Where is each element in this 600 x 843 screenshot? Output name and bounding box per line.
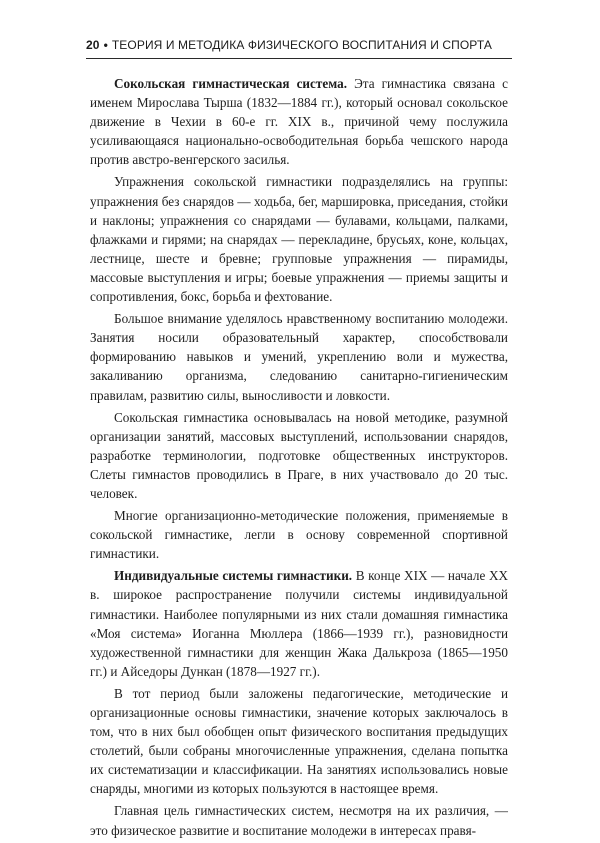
paragraph-main-goal [90, 801, 508, 839]
paragraph-text: Главная цель гимнастических систем, несмотря на их различия, — это физическое развитие и воспитание молодежи в интересах правя- [90, 803, 508, 838]
paragraph-text: Эта гимнастика связана с именем Мирослава Тырша (1832—1884 гг.), который основал сокольское движение в Чехии в 60-е гг. XIX в., причиной чему послужила усиливающаяся национально-освободительная борьба чешского народа против австро-венгерского засилья. [90, 76, 508, 168]
paragraph-text: В тот период были заложены педагогические, методические и организационные основы гимнастики, значение которых заключалось в том, что в них был обобщен опыт физического воспитания предыдущих столетий, были собраны многочисленные упражнения, сделана попытка их систематизации и классификации. На занятиях использовались новые снаряды, многими из которых пользуются в настоящее время. [90, 685, 508, 797]
paragraph-text: Многие организационно-методические положения, применяемые в сокольской гимнастике, легли в основу современной спортивной гимнастики. [90, 508, 508, 562]
paragraph-foundations [90, 684, 508, 799]
section-heading-sokol: Сокольская гимнастическая система. [114, 76, 347, 91]
paragraph-methodology [90, 408, 508, 503]
running-title: ТЕОРИЯ И МЕТОДИКА ФИЗИЧЕСКОГО ВОСПИТАНИЯ И СПОРТА [111, 38, 493, 52]
page-number: 20 [86, 38, 100, 52]
paragraph-moral-education [90, 309, 508, 404]
paragraph-text: Упражнения сокольской гимнастики подразделялись на группы: упражнения без снарядов — ходьба, бег, маршировка, приседания, стойки и наклоны; упражнения со снарядами — булавами, кольцами, палками, флажками и гирями; на снарядах — перекладине, брусьях, коне, кольцах, лестнице, шесте и бревне; групповые упражнения — пирамиды, массовые выступления и игры; боевые упражнения — приемы защиты и сопротивления, бокс, борьба и фехтование. [90, 174, 508, 305]
paragraph-text: Сокольская гимнастика основывалась на новой методике, разумной организации занятий, массовых выступлений, использовании снарядов, разработке терминологии, подготовке общественных инструкторов. Слеты гимнастов проводились в Праге, в них участвовало до 20 тыс. человек. [90, 409, 508, 501]
paragraph-text: Большое внимание уделялось нравственному воспитанию молодежи. Занятия носили образовательный характер, способствовали формированию навыков и умений, укреплению воли и мужества, закаливанию организма, следованию санитарно-гигиеническим правилам, развитию силы, выносливости и ловкости. [90, 311, 508, 403]
header-separator: • [103, 38, 108, 52]
page-body [90, 74, 508, 843]
paragraph-text: В конце XIX — начале XX в. широкое распространение получили системы индивидуальной гимнастики. Наиболее популярными из них стали домашняя гимнастика «Моя система» Иоганна Мюллера (1866—1939 гг.), разновидности художественной гимнастики для женщин Жака Далькроза (1865—1950 гг.) и Айседоры Дункан (1878—1927 гг.). [90, 568, 508, 679]
paragraph-exercises [90, 172, 508, 306]
paragraph-individual-systems [90, 566, 508, 681]
section-heading-individual: Индивидуальные системы гимнастики. [114, 568, 353, 584]
header-rule [86, 58, 512, 59]
paragraph-legacy [90, 506, 508, 563]
paragraph-sokol-intro [90, 74, 508, 169]
running-header [86, 38, 512, 52]
